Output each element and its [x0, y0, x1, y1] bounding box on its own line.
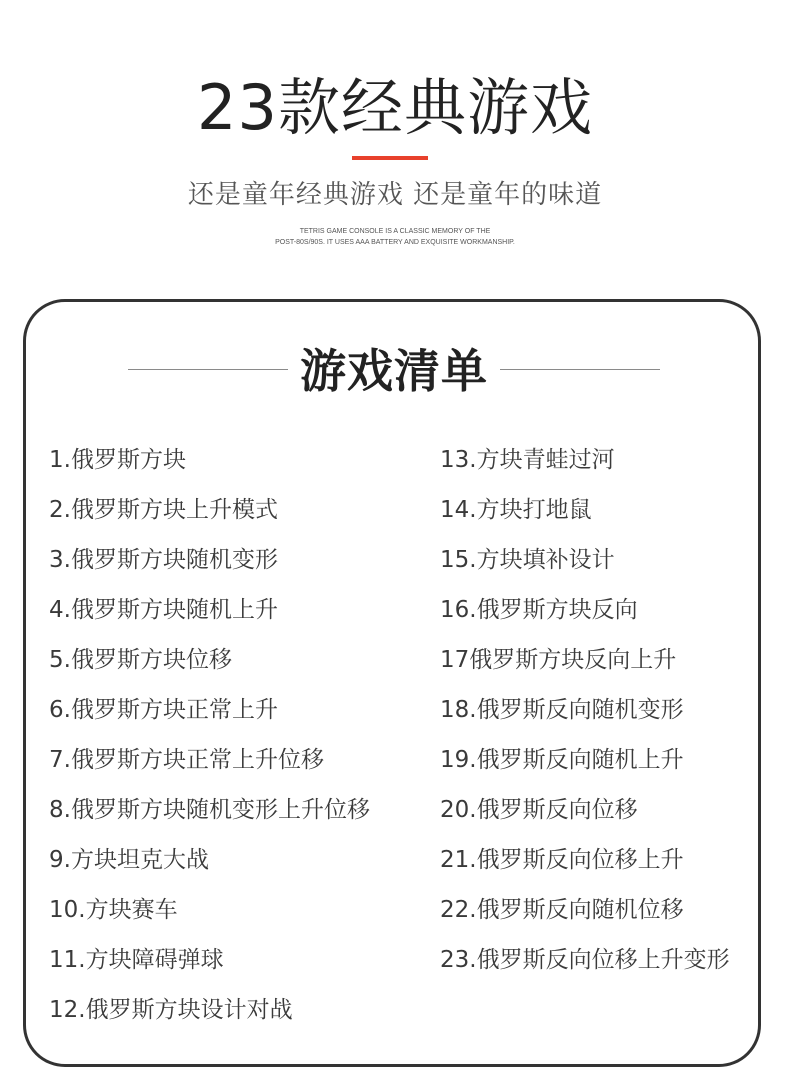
game-item: 13.方块青蛙过河	[440, 447, 615, 473]
title-divider-right	[500, 369, 660, 370]
game-item: 22.俄罗斯反向随机位移	[440, 897, 684, 923]
game-list-card	[23, 299, 761, 1067]
page-subtitle: 还是童年经典游戏 还是童年的味道	[187, 180, 603, 210]
title-divider-left	[128, 369, 288, 370]
game-item: 18.俄罗斯反向随机变形	[440, 697, 684, 723]
game-item: 6.俄罗斯方块正常上升	[49, 697, 278, 723]
card-title-row	[26, 342, 758, 402]
game-item: 5.俄罗斯方块位移	[49, 647, 232, 673]
game-item: 23.俄罗斯反向位移上升变形	[440, 947, 730, 973]
header-section	[0, 0, 790, 290]
game-item: 20.俄罗斯反向位移	[440, 797, 638, 823]
card-title: 游戏清单	[300, 344, 488, 398]
game-item: 17俄罗斯方块反向上升	[440, 647, 677, 673]
game-item: 12.俄罗斯方块设计对战	[49, 997, 293, 1023]
game-item: 9.方块坦克大战	[49, 847, 209, 873]
game-item: 21.俄罗斯反向位移上升	[440, 847, 684, 873]
english-caption	[0, 226, 790, 248]
game-item: 16.俄罗斯方块反向	[440, 597, 638, 623]
game-item: 3.俄罗斯方块随机变形	[49, 547, 278, 573]
game-item: 11.方块障碍弹球	[49, 947, 224, 973]
caption-line-2: POST-80S/90S. IT USES AAA BATTERY AND EXQUISITE WORKMANSHIP.	[275, 239, 515, 246]
game-item: 2.俄罗斯方块上升模式	[49, 497, 278, 523]
game-item: 10.方块赛车	[49, 897, 178, 923]
game-list-left	[49, 442, 429, 1042]
game-item: 15.方块填补设计	[440, 547, 615, 573]
game-item: 7.俄罗斯方块正常上升位移	[49, 747, 324, 773]
page-title: 23款经典游戏	[197, 71, 593, 144]
game-item: 4.俄罗斯方块随机上升	[49, 597, 278, 623]
title-accent-bar	[352, 156, 428, 160]
game-item: 14.方块打地鼠	[440, 497, 592, 523]
game-item: 1.俄罗斯方块	[49, 447, 186, 473]
game-item: 19.俄罗斯反向随机上升	[440, 747, 684, 773]
caption-line-1: TETRIS GAME CONSOLE IS A CLASSIC MEMORY OF THE	[299, 228, 491, 235]
game-list-right	[440, 442, 750, 992]
game-item: 8.俄罗斯方块随机变形上升位移	[49, 797, 370, 823]
